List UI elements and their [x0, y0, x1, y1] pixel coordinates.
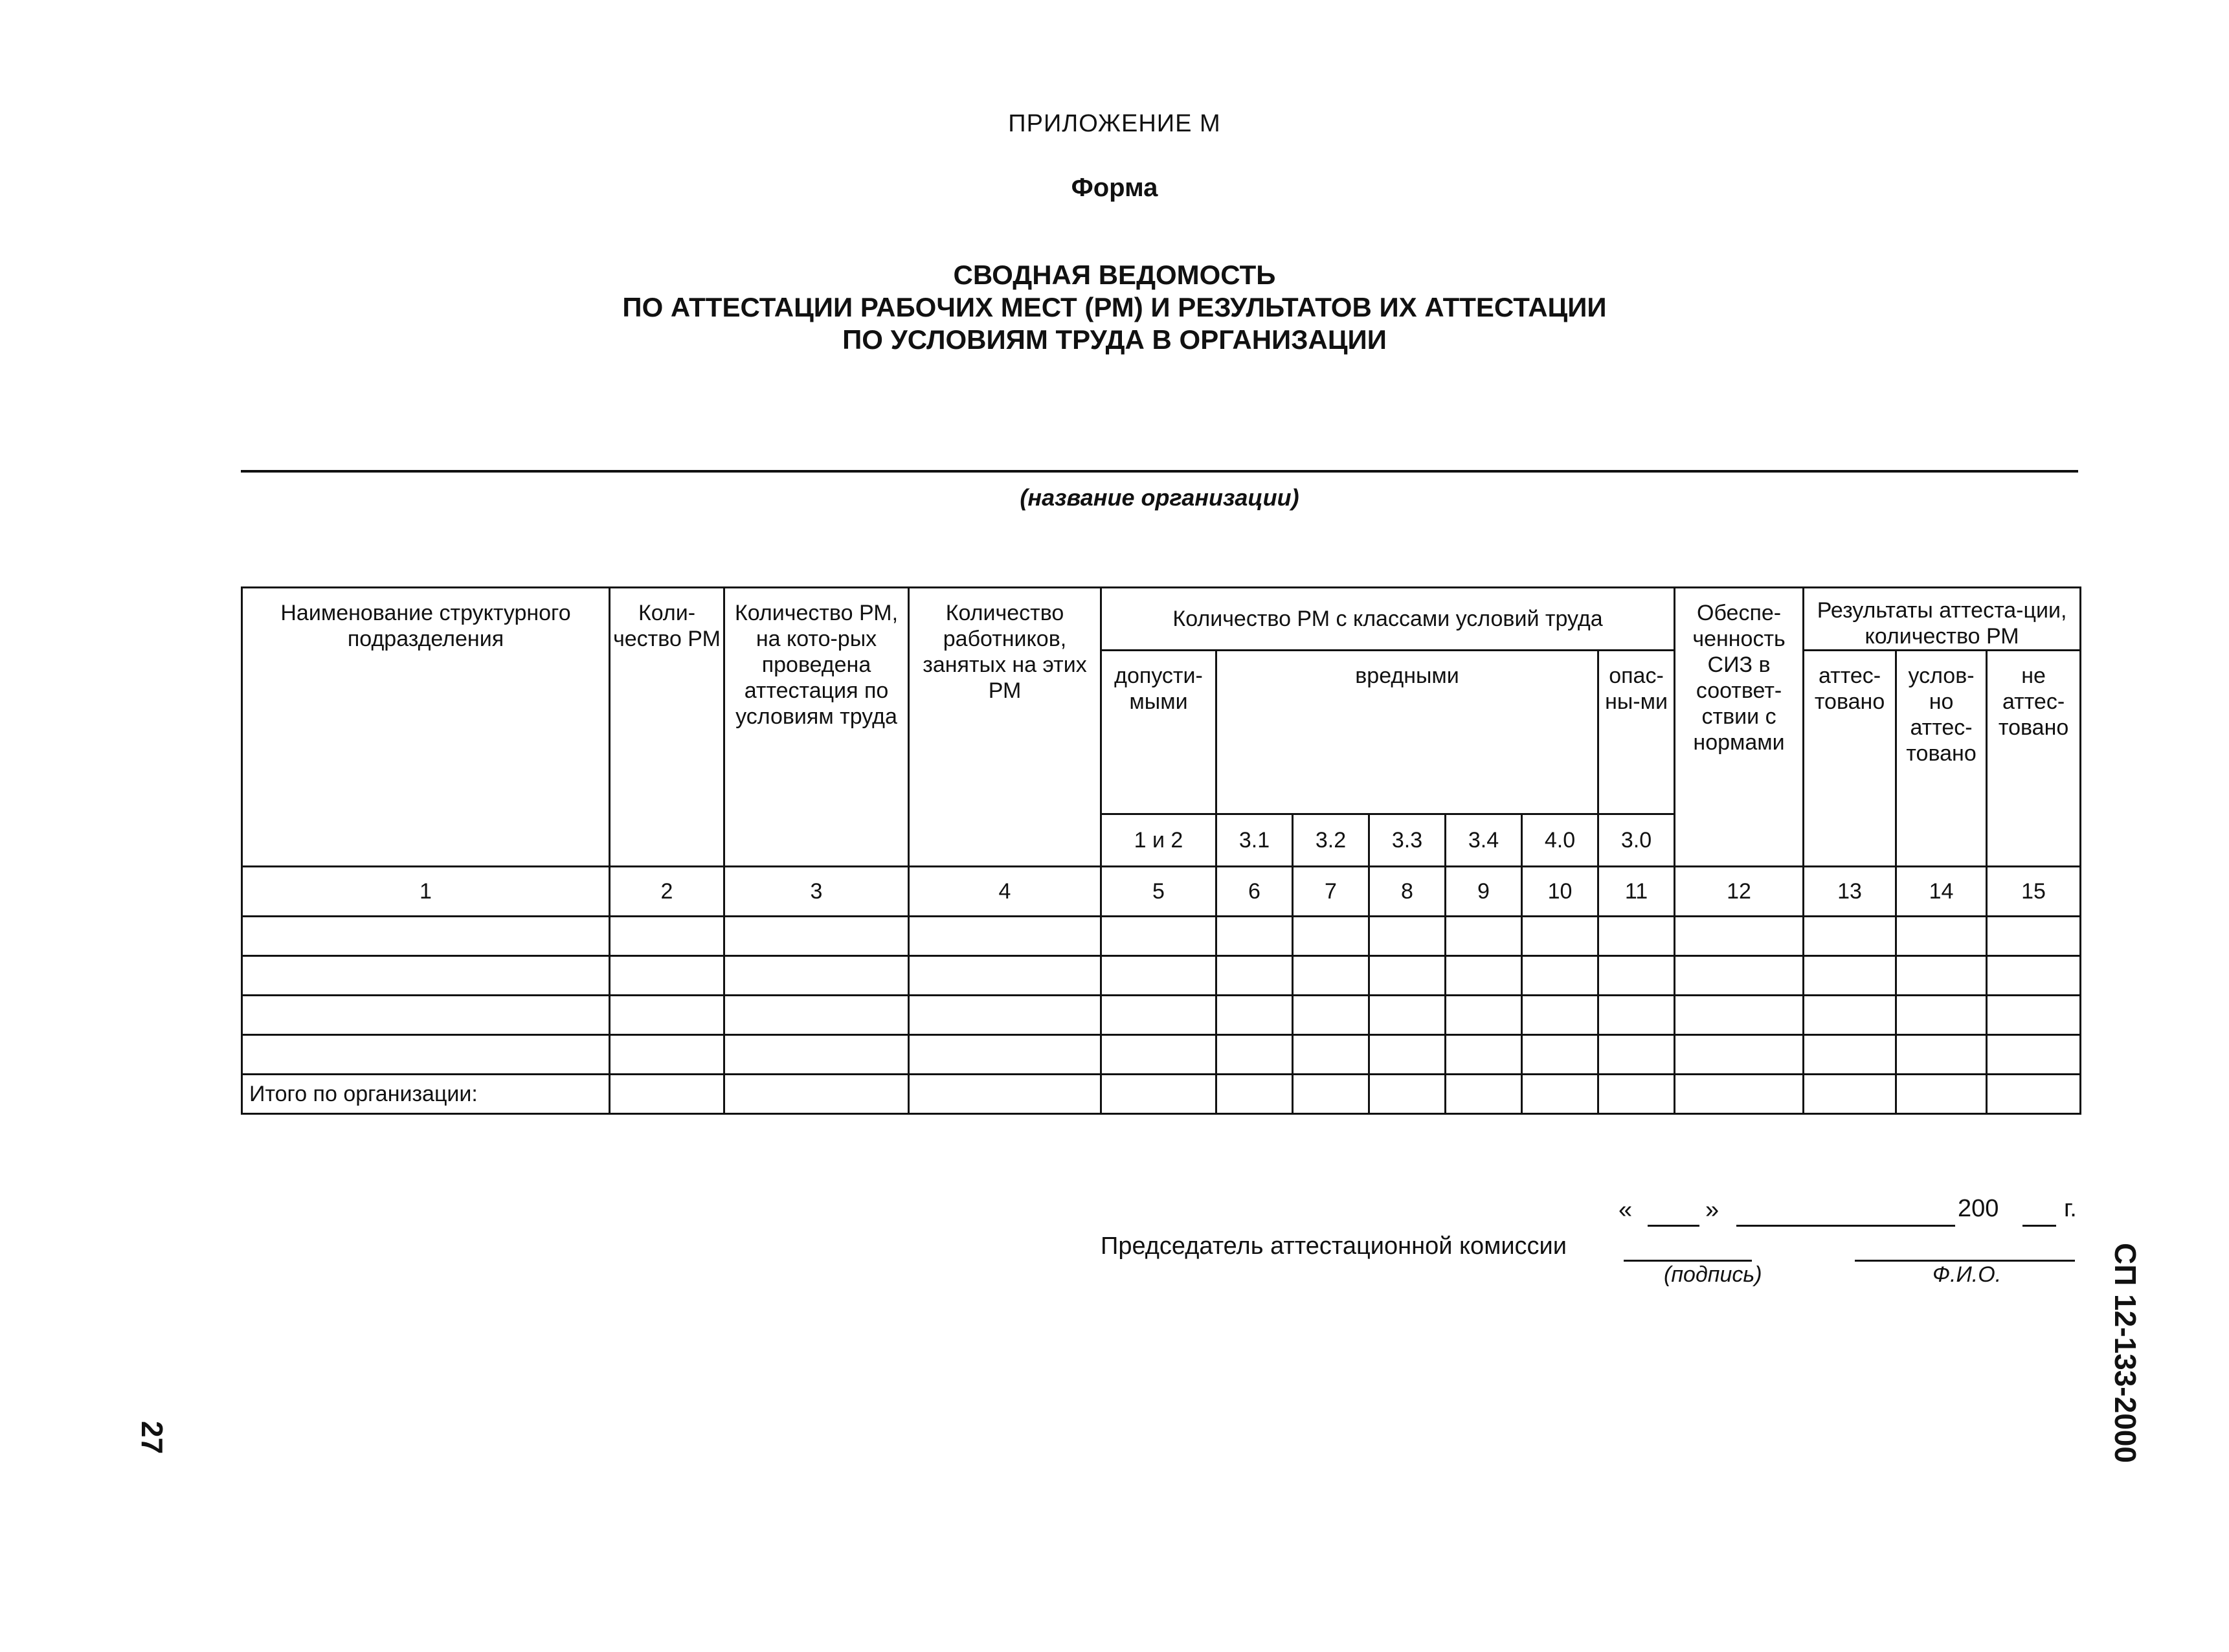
- table-cell[interactable]: [1101, 996, 1216, 1035]
- header-group-results: Результаты аттеста-ции, количество РМ: [1804, 588, 2081, 651]
- table-cell[interactable]: [242, 917, 610, 956]
- table-row: [242, 996, 2081, 1035]
- table-cell[interactable]: [1101, 1035, 1216, 1075]
- table-cell[interactable]: [1804, 996, 1896, 1035]
- table-cell[interactable]: [1293, 1035, 1369, 1075]
- header-ppe-provision: Обеспе-ченность СИЗ в соответ-ствии с нормами: [1675, 588, 1804, 867]
- column-number: 13: [1804, 867, 1896, 917]
- table-cell[interactable]: [1522, 917, 1598, 956]
- column-number: 14: [1896, 867, 1987, 917]
- column-number: 12: [1675, 867, 1804, 917]
- table-cell[interactable]: [1293, 956, 1369, 996]
- document-code: СП 12-133-2000: [2109, 1243, 2142, 1463]
- column-number: 9: [1446, 867, 1522, 917]
- table-cell[interactable]: [610, 917, 724, 956]
- class-3-2: 3.2: [1293, 814, 1369, 867]
- table-cell[interactable]: [1216, 1035, 1293, 1075]
- appendix-label: ПРИЛОЖЕНИЕ М: [1008, 110, 1221, 137]
- table-cell[interactable]: [1446, 1075, 1522, 1114]
- table-cell[interactable]: [1216, 917, 1293, 956]
- table-row: [242, 956, 2081, 996]
- header-certified-workplaces: Количество РМ, на кото-рых проведена аттестация по условиям труда: [724, 588, 909, 867]
- date-month-line[interactable]: [1736, 1225, 1955, 1227]
- table-cell[interactable]: [1987, 996, 2081, 1035]
- table-cell[interactable]: [1598, 1075, 1675, 1114]
- table-cell[interactable]: [909, 956, 1101, 996]
- header-structural-unit: Наименование структурного подразделения: [242, 588, 610, 867]
- table-cell[interactable]: [909, 1075, 1101, 1114]
- date-open-quote: «: [1619, 1196, 1633, 1223]
- table-cell[interactable]: [1675, 917, 1804, 956]
- date-year-line[interactable]: [2022, 1225, 2056, 1227]
- column-number: 3: [724, 867, 909, 917]
- class-3-4: 3.4: [1446, 814, 1522, 867]
- name-caption: Ф.И.О.: [1932, 1262, 2002, 1287]
- table-cell[interactable]: [1369, 956, 1446, 996]
- table-cell[interactable]: [1522, 1035, 1598, 1075]
- table-cell[interactable]: [724, 1075, 909, 1114]
- date-year-suffix: г.: [2064, 1195, 2077, 1222]
- table-cell[interactable]: [1896, 1075, 1987, 1114]
- header-employee-count: Количество работников, занятых на этих РМ: [909, 588, 1101, 867]
- table-cell[interactable]: [1804, 917, 1896, 956]
- table-cell[interactable]: [1987, 956, 2081, 996]
- column-number: 4: [909, 867, 1101, 917]
- table-cell[interactable]: [1598, 1035, 1675, 1075]
- total-label: Итого по организации:: [242, 1075, 610, 1114]
- total-row: [242, 1075, 2081, 1114]
- column-number: 2: [610, 867, 724, 917]
- table-cell[interactable]: [1896, 1035, 1987, 1075]
- organization-caption: (название организации): [1020, 484, 1299, 511]
- column-number: 11: [1598, 867, 1675, 917]
- table-cell[interactable]: [1896, 917, 1987, 956]
- table-cell[interactable]: [909, 1035, 1101, 1075]
- table-cell[interactable]: [909, 917, 1101, 956]
- table-cell[interactable]: [1598, 956, 1675, 996]
- class-3-0: 3.0: [1598, 814, 1675, 867]
- column-number: 6: [1216, 867, 1293, 917]
- table-cell[interactable]: [1369, 917, 1446, 956]
- header-dangerous: опас-ны-ми: [1598, 651, 1675, 814]
- column-number: 8: [1369, 867, 1446, 917]
- table-cell[interactable]: [1293, 1075, 1369, 1114]
- column-number: 5: [1101, 867, 1216, 917]
- class-3-1: 3.1: [1216, 814, 1293, 867]
- class-4-0: 4.0: [1522, 814, 1598, 867]
- table-cell[interactable]: [1369, 996, 1446, 1035]
- table-cell[interactable]: [1987, 1035, 2081, 1075]
- table-cell[interactable]: [1101, 917, 1216, 956]
- column-number: 7: [1293, 867, 1369, 917]
- table-cell[interactable]: [1804, 956, 1896, 996]
- table-cell[interactable]: [242, 1035, 610, 1075]
- table-cell[interactable]: [909, 996, 1101, 1035]
- class-1-2: 1 и 2: [1101, 814, 1216, 867]
- signature-line[interactable]: [1624, 1260, 1752, 1262]
- page-number: 27: [135, 1421, 169, 1455]
- document-title-line-3: ПО УСЛОВИЯМ ТРУДА В ОРГАНИЗАЦИИ: [842, 324, 1387, 355]
- chairman-label: Председатель аттестационной комиссии: [1101, 1233, 1567, 1260]
- table-cell[interactable]: [1522, 996, 1598, 1035]
- date-day-line[interactable]: [1648, 1225, 1699, 1227]
- table-row: [242, 917, 2081, 956]
- table-cell[interactable]: [242, 996, 610, 1035]
- table-cell[interactable]: [1293, 917, 1369, 956]
- table-cell[interactable]: [1369, 1035, 1446, 1075]
- table-cell[interactable]: [1896, 996, 1987, 1035]
- column-number: 10: [1522, 867, 1598, 917]
- column-number: 1: [242, 867, 610, 917]
- class-3-3: 3.3: [1369, 814, 1446, 867]
- header-result-certified: аттес-товано: [1804, 651, 1896, 867]
- table-cell[interactable]: [1675, 1035, 1804, 1075]
- column-number: 15: [1987, 867, 2081, 917]
- table-cell[interactable]: [724, 956, 909, 996]
- form-label: Форма: [1071, 173, 1158, 202]
- header-result-not-certified: не аттес-товано: [1987, 651, 2081, 867]
- table-cell[interactable]: [1446, 956, 1522, 996]
- header-allowed: допусти-мыми: [1101, 651, 1216, 814]
- table-cell[interactable]: [1369, 1075, 1446, 1114]
- table-cell[interactable]: [610, 1075, 724, 1114]
- table-cell[interactable]: [1598, 996, 1675, 1035]
- table-cell[interactable]: [610, 996, 724, 1035]
- date-close-quote: »: [1705, 1196, 1719, 1223]
- table-cell[interactable]: [1446, 917, 1522, 956]
- table-cell[interactable]: [1675, 996, 1804, 1035]
- signature-caption: (подпись): [1664, 1262, 1762, 1287]
- table-cell[interactable]: [724, 917, 909, 956]
- table-cell[interactable]: [1598, 917, 1675, 956]
- table-cell[interactable]: [1293, 996, 1369, 1035]
- table-cell[interactable]: [1896, 956, 1987, 996]
- table-cell[interactable]: [1522, 956, 1598, 996]
- table-cell[interactable]: [1446, 996, 1522, 1035]
- header-harmful: вредными: [1216, 651, 1598, 814]
- table-row: [242, 1035, 2081, 1075]
- table-cell[interactable]: [610, 956, 724, 996]
- table-cell[interactable]: [1987, 1075, 2081, 1114]
- header-workplace-count: Коли-чество РМ: [610, 588, 724, 867]
- table-cell[interactable]: [1216, 1075, 1293, 1114]
- table-cell[interactable]: [610, 1035, 724, 1075]
- table-cell[interactable]: [724, 996, 909, 1035]
- table-cell[interactable]: [1216, 996, 1293, 1035]
- table-cell[interactable]: [1446, 1035, 1522, 1075]
- table-cell[interactable]: [1987, 917, 2081, 956]
- table-cell[interactable]: [1804, 1075, 1896, 1114]
- table-cell[interactable]: [1522, 1075, 1598, 1114]
- table-cell[interactable]: [1101, 956, 1216, 996]
- summary-table: [241, 586, 2081, 1115]
- name-line[interactable]: [1855, 1260, 2075, 1262]
- table-cell[interactable]: [1216, 956, 1293, 996]
- document-title-line-2: ПО АТТЕСТАЦИИ РАБОЧИХ МЕСТ (РМ) И РЕЗУЛЬТАТОВ ИХ АТТЕСТАЦИИ: [622, 292, 1607, 322]
- table-cell[interactable]: [242, 956, 610, 996]
- organization-name-line: [241, 470, 2078, 473]
- date-year-prefix: 200: [1958, 1195, 1999, 1222]
- table-cell[interactable]: [1101, 1075, 1216, 1114]
- column-numbers-row: [242, 867, 2081, 917]
- table-cell[interactable]: [1675, 956, 1804, 996]
- table-cell[interactable]: [1804, 1035, 1896, 1075]
- table-cell[interactable]: [724, 1035, 909, 1075]
- document-title-line-1: СВОДНАЯ ВЕДОМОСТЬ: [953, 260, 1276, 290]
- table-cell[interactable]: [1675, 1075, 1804, 1114]
- header-result-conditional: услов-но аттес-товано: [1896, 651, 1987, 867]
- header-group-work-classes: Количество РМ с классами условий труда: [1101, 588, 1675, 651]
